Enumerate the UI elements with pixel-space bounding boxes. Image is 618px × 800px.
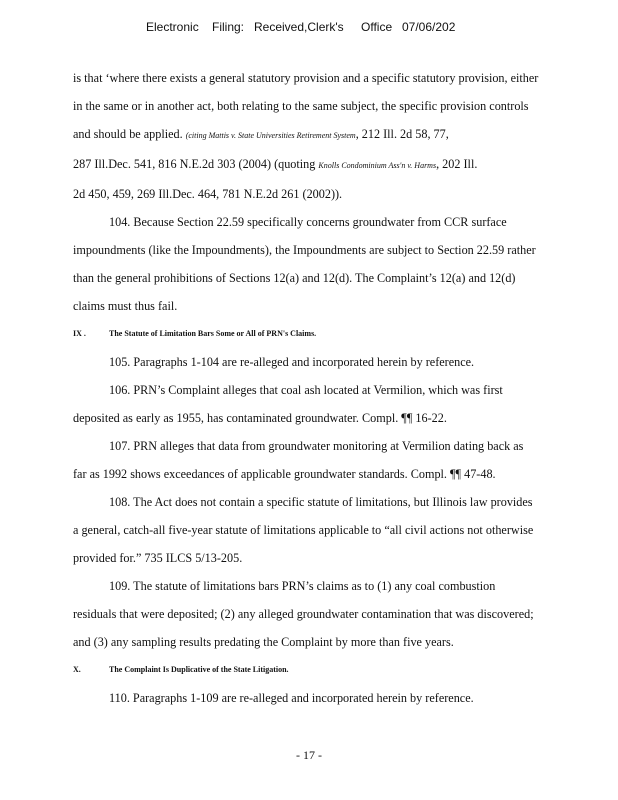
section-heading-ix <box>73 320 593 348</box>
text-line: far as 1992 shows exceedances of applicable groundwater standards. Compl. ¶¶ 47-48. <box>73 467 496 481</box>
text-line: a general, catch-all five-year statute of limitations applicable to “all civil actions not otherwise <box>73 523 534 537</box>
text-line: provided for.” 735 ILCS 5/13-205. <box>73 551 243 565</box>
header-electronic: Electronic <box>146 20 199 34</box>
text-line: 110. Paragraphs 1-109 are re-alleged and incorporated herein by reference. <box>109 691 474 705</box>
paragraph-106 <box>73 376 593 432</box>
heading-number: IX . <box>73 329 86 338</box>
heading-number: X. <box>73 665 81 674</box>
text-line: 107. PRN alleges that data from groundwater monitoring at Vermilion dating back as <box>109 439 524 453</box>
heading-title: The Statute of Limitation Bars Some or All of PRN's Claims. <box>109 329 317 338</box>
text-fragment: 287 Ill.Dec. 541, 816 N.E.2d 303 (2004) (quoting <box>73 157 316 171</box>
text-line: 104. Because Section 22.59 specifically concerns groundwater from CCR surface <box>109 215 507 229</box>
paragraph-109 <box>73 572 593 656</box>
case-citation: (citing Mattis v. State Universities Retirement System <box>185 131 356 140</box>
text-line: claims must thus fail. <box>73 299 178 313</box>
text-fragment: , 202 Ill. <box>436 157 478 171</box>
case-citation: Knolls Condominium Ass'n v. Harms <box>318 161 437 170</box>
document-body <box>73 64 593 712</box>
heading-title: The Complaint Is Duplicative of the State Litigation. <box>109 665 289 674</box>
paragraph-108 <box>73 488 593 572</box>
text-line <box>73 120 593 150</box>
text-line: 2d 450, 459, 269 Ill.Dec. 464, 781 N.E.2d 261 (2002)). <box>73 187 343 201</box>
text-line: 105. Paragraphs 1-104 are re-alleged and incorporated herein by reference. <box>109 355 475 369</box>
text-fragment: and should be applied. <box>73 127 183 141</box>
text-line: deposited as early as 1955, has contaminated groundwater. Compl. ¶¶ 16-22. <box>73 411 447 425</box>
text-fragment: , 212 Ill. 2d 58, 77, <box>355 127 449 141</box>
text-line: than the general prohibitions of Sections 12(a) and 12(d). The Complaint’s 12(a) and 12(d) <box>73 271 516 285</box>
header-received: Received,Clerk's <box>254 20 344 34</box>
page-number: - 17 - <box>296 748 322 762</box>
text-line: 106. PRN’s Complaint alleges that coal ash located at Vermilion, which was first <box>109 383 503 397</box>
text-line: and (3) any sampling results predating the Complaint by more than five years. <box>73 635 454 649</box>
text-line: 109. The statute of limitations bars PRN’s claims as to (1) any coal combustion <box>109 579 496 593</box>
text-line: impoundments (like the Impoundments), the Impoundments are subject to Section 22.59 rather <box>73 243 536 257</box>
section-heading-x <box>73 656 593 684</box>
header-office: Office <box>361 20 393 34</box>
header-date: 07/06/202 <box>402 20 456 34</box>
paragraph-107 <box>73 432 593 488</box>
paragraph-110 <box>73 684 593 712</box>
header-filing: Filing: <box>212 20 245 34</box>
paragraph-104 <box>73 208 593 320</box>
text-line: residuals that were deposited; (2) any alleged groundwater contamination that was discovered; <box>73 607 534 621</box>
text-line: is that ‘where there exists a general statutory provision and a specific statutory provision, either <box>73 71 539 85</box>
text-line: in the same or in another act, both relating to the same subject, the specific provision controls <box>73 99 529 113</box>
text-line <box>73 150 593 180</box>
text-line: 108. The Act does not contain a specific statute of limitations, but Illinois law provides <box>109 495 533 509</box>
paragraph-103-continued <box>73 64 593 208</box>
paragraph-105 <box>73 348 593 376</box>
